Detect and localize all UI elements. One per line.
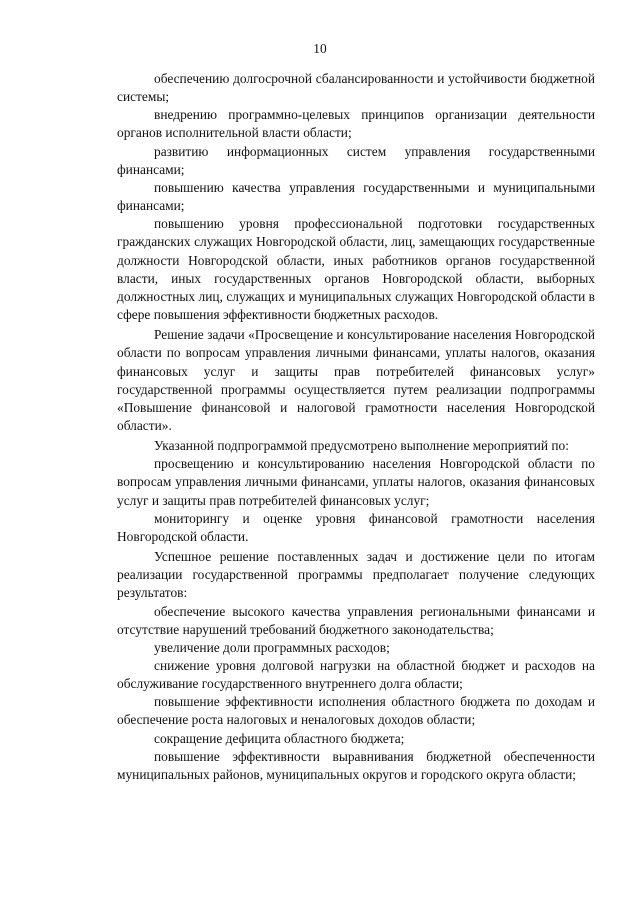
paragraph: мониторингу и оценке уровня финансовой грамотности населения Новгородской области. (117, 510, 595, 544)
paragraph: повышению качества управления государственными и муниципальными финансами; (117, 179, 595, 214)
paragraph: развитию информационных систем управления государственными финансами; (117, 143, 595, 177)
paragraph: снижение уровня долговой нагрузки на областной бюджет и расходов на обслуживание государственного внутреннего долга области; (117, 658, 595, 692)
paragraph: повышение эффективности исполнения областного бюджета по доходам и обеспечение роста налоговых и неналоговых доходов области; (117, 694, 595, 728)
paragraph: повышению уровня профессиональной подготовки государственных гражданских служащих Новгородской области, лиц, замещающих государственные должности Новгородской области, иных работников органов государственной власти, иных государственных органов Новгородской области, выборных должностных лиц, служащих и муниципальных служащих Новгородской области в сфере повышения эффективности бюджетных расходов. (117, 216, 595, 323)
paragraph: обеспечение высокого качества управления региональными финансами и отсутствие нарушений требований бюджетного законодательства; (117, 603, 595, 637)
paragraph: сокращение дефицита областного бюджета; (154, 730, 405, 746)
paragraph: обеспечению долгосрочной сбалансированности и устойчивости бюджетной системы; (117, 71, 595, 105)
paragraph: повышение эффективности выравнивания бюджетной обеспеченности муниципальных районов, муниципальных округов и городского округа области; (117, 748, 595, 782)
paragraph: внедрению программно-целевых принципов организации деятельности органов исполнительной власти области; (117, 107, 595, 141)
paragraph: Решение задачи «Просвещение и консультирование населения Новгородской области по вопросам управления личными финансами, уплаты налогов, оказания финансовых услуг и защиты прав потребителей финансовых услуг» государственной программы осуществляется путем реализации подпрограммы «Повышение финансовой и налоговой грамотности населения Новгородской области». (117, 327, 595, 433)
paragraph: Успешное решение поставленных задач и достижение цели по итогам реализации государственной программы предполагает получение следующих результатов: (117, 549, 595, 601)
page-number: 10 (313, 41, 327, 56)
paragraph: просвещению и консультированию населения Новгородской области по вопросам управления личными финансами, уплаты налогов, оказания финансовых услуг и защиты прав потребителей финансовых услуг; (117, 456, 595, 508)
paragraph: Указанной подпрограммой предусмотрено выполнение мероприятий по: (154, 438, 569, 454)
document-body (117, 70, 595, 784)
paragraph: увеличение доли программных расходов; (154, 639, 390, 655)
